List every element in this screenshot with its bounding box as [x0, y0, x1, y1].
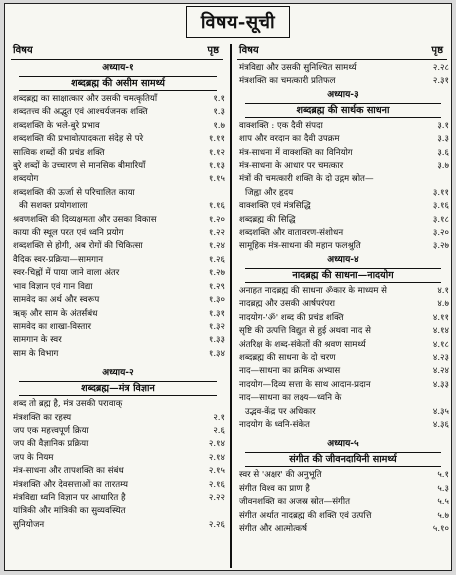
chapter-1-list — [11, 93, 225, 361]
toc-entry-page: २.१५ — [208, 466, 225, 477]
toc-entry-title: शब्दशक्ति से होगी, अब रोगों की चिकित्सा — [13, 241, 143, 252]
toc-entry-page: १.११ — [208, 134, 225, 145]
toc-entry-title: सात्विक शब्दों की प्रचंड शक्ति — [13, 147, 105, 158]
chapter-3-list — [237, 120, 449, 254]
toc-entry-title: मंत्रविद्या और उसकी सुनिश्चित सामर्थ्य — [239, 63, 357, 73]
toc-entry — [237, 160, 449, 173]
toc-entry-title: संगीत अर्थात नादब्रह्म की शक्ति एवं उत्पत्ति — [239, 510, 372, 521]
toc-entry-title: शब्दब्रह्म की साधना के दो चरण — [239, 352, 336, 363]
toc-entry — [237, 285, 449, 298]
toc-entry-page: २.२८ — [432, 63, 449, 73]
chapter-label: अध्याय-५ — [327, 439, 359, 450]
toc-entry-page: १.३४ — [208, 348, 225, 359]
toc-entry — [237, 187, 449, 200]
toc-entry-title: नाद—साधना का लक्ष्य—ध्वनि के — [239, 393, 342, 404]
toc-entry-page: ४.१४ — [432, 326, 449, 337]
toc-entry-title: स्वर से 'अक्षर' की अनुभूति — [239, 470, 322, 481]
toc-entry-title: काया की स्थूल परत एवं ध्वनि प्रयोग — [13, 228, 124, 239]
toc-entry — [237, 120, 449, 133]
toc-entry-title: शब्दब्रह्म का साक्षात्कार और उसकी चमत्कृतियाँ — [13, 94, 158, 104]
toc-entry — [11, 308, 225, 321]
toc-entry — [237, 200, 449, 213]
toc-entry — [237, 62, 449, 75]
page-title: विषय-सूची — [186, 6, 290, 38]
toc-entry-title: जप के नियम — [13, 452, 54, 463]
toc-entry — [237, 510, 449, 523]
toc-entry-page: ४.२४ — [432, 366, 449, 377]
toc-entry-title: जप एक महत्त्वपूर्ण क्रिया — [13, 425, 89, 436]
column-divider — [230, 44, 232, 568]
toc-entry — [11, 505, 225, 518]
toc-entry — [11, 492, 225, 505]
chapter-label: अध्याय-३ — [327, 89, 359, 100]
toc-entry — [237, 147, 449, 160]
toc-entry-title: सुनियोजन — [13, 519, 45, 530]
toc-entry-page: ३.११ — [432, 187, 449, 198]
toc-entry-page: २.३१ — [432, 76, 449, 87]
toc-entry-page: ३.६ — [437, 147, 449, 158]
toc-entry-title: मंत्रविद्या ध्वनि विज्ञान पर आधारित है — [13, 492, 126, 503]
toc-entry — [237, 352, 449, 365]
toc-entry-page: १.२२ — [208, 228, 225, 239]
toc-entry — [237, 298, 449, 311]
toc-entry — [237, 419, 449, 432]
toc-entry-page: १.३२ — [208, 321, 225, 332]
toc-entry-page: ५.१ — [437, 470, 449, 481]
left-column — [11, 44, 225, 532]
toc-entry-page: ४.३३ — [432, 379, 449, 390]
toc-entry — [11, 479, 225, 492]
toc-entry-title: बुरे शब्दों के उच्चारण से मानसिक बीमारियाँ — [13, 161, 146, 172]
toc-entry-title: अनाहत नादब्रह्म की साधना ॐकार के माध्यम से — [239, 285, 387, 296]
toc-entry — [11, 281, 225, 294]
toc-entry-title: नादयोग—दिव्य सत्ता के साथ आदान-प्रदान — [239, 379, 371, 390]
toc-entry-page: १.३१ — [208, 308, 225, 319]
toc-entry-title: यांत्रिकी और मांत्रिकी का सुव्यवस्थित — [13, 506, 126, 517]
toc-entry-page: १.१ — [213, 94, 225, 104]
toc-entry-title: उद्भव-केंद्र पर अधिकार — [245, 406, 316, 417]
toc-entry-page: १.१६ — [208, 201, 225, 212]
toc-entry-page: २.१४ — [208, 452, 225, 463]
toc-entry — [11, 200, 225, 213]
toc-entry-title: श्रवणशक्ति की दिव्यक्षमता और उसका विकास — [13, 214, 157, 225]
toc-entry-title: शब्द तो ब्रह्म है, मंत्र उसकी परावाक् — [13, 399, 123, 410]
toc-entry-title: वैदिक स्वर-प्रक्रिया—सामगान — [13, 254, 103, 265]
toc-entry — [11, 398, 225, 411]
toc-entry-title: संगीत विश्व का प्राण है — [239, 483, 310, 494]
toc-entry-page: १.२६ — [208, 254, 225, 265]
toc-entry — [11, 147, 225, 160]
toc-entry-page: २.१६ — [208, 479, 225, 490]
page-heading: पृष्ठ — [207, 45, 219, 56]
right-column — [237, 44, 449, 536]
toc-entry-title: मंत्रशक्ति का चमत्कारी प्रतिफल — [239, 76, 336, 87]
toc-entry-page: २.२२ — [208, 492, 225, 503]
toc-entry-page: ४.३५ — [432, 406, 449, 417]
toc-entry-title: शाप और वरदान का दैवी उपक्रम — [239, 134, 340, 145]
toc-entry-title: अंतरिक्ष के शब्द-संकेतों की श्रवण सामर्थ्य — [239, 339, 366, 350]
toc-entry-title: शब्दयोग — [13, 174, 39, 185]
toc-entry-title: वाक्शक्ति : एक दैवी संपदा — [239, 120, 323, 131]
toc-entry-title: शब्दशक्ति के भले-बुरे प्रभाव — [13, 120, 100, 131]
toc-entry-title: शब्दशक्ति की ऊर्जा से परिचालित काया — [13, 187, 135, 198]
toc-entry-page: २.६ — [213, 425, 225, 436]
toc-entry — [11, 240, 225, 253]
chapter-title: शब्दब्रह्म—मंत्र विज्ञान — [19, 382, 217, 396]
toc-entry-page: १.३० — [208, 295, 225, 306]
toc-entry-title: मंत्रों की चमत्कारी शक्ति के दो उद्गम स्रोत— — [239, 174, 374, 185]
toc-entry — [11, 120, 225, 133]
toc-entry-title: ऋक् और साम के अंतर्संबंध — [13, 308, 98, 319]
toc-entry-page: २.१४ — [208, 439, 225, 450]
toc-entry-title: शब्दशक्ति की प्रभावोत्पादकता संदेह से परे — [13, 134, 144, 145]
toc-entry-title: सामवेद का शाखा-विस्तार — [13, 321, 92, 332]
header-rule — [237, 59, 447, 60]
toc-entry-page: १.१५ — [208, 174, 225, 185]
toc-entry — [11, 173, 225, 186]
chapter-title: शब्दब्रह्म की सार्थक साधना — [245, 104, 441, 118]
toc-entry-title: स्वर-चिह्नों में पाया जाने वाला अंतर — [13, 268, 120, 279]
toc-entry-page: ४.१ — [437, 285, 449, 296]
toc-entry-page: ५.३ — [437, 483, 449, 494]
toc-entry — [11, 412, 225, 425]
toc-entry — [11, 425, 225, 438]
toc-entry — [237, 214, 449, 227]
toc-entry-page: ४.३६ — [432, 419, 449, 430]
chapter-label: अध्याय-२ — [102, 368, 134, 379]
toc-entry — [237, 227, 449, 240]
toc-entry — [237, 133, 449, 146]
toc-entry — [11, 334, 225, 347]
toc-entry-page: १.२४ — [208, 241, 225, 252]
toc-entry-page: १.३ — [213, 107, 225, 118]
subject-heading: विषय — [239, 45, 259, 56]
toc-entry-title: सामूहिक मंत्र-साधना की महान फलश्रुति — [239, 241, 361, 252]
toc-entry — [11, 106, 225, 119]
toc-entry-title: वाक्शक्ति एवं मंत्रसिद्धि — [239, 201, 311, 212]
toc-entry — [237, 325, 449, 338]
toc-entry — [11, 465, 225, 478]
chapter-5-list — [237, 469, 449, 536]
toc-entry-title: सामवेद का अर्थ और स्वरूप — [13, 295, 100, 306]
toc-entry-title: मंत्रशक्ति और देवसत्ताओं का तारतम्य — [13, 479, 128, 490]
document-page — [4, 3, 452, 571]
toc-entry-page: ३.१ — [437, 120, 449, 131]
toc-entry-page: १.२० — [208, 214, 225, 225]
toc-entry-page: १.१२ — [208, 147, 225, 158]
toc-entry-page: ४.७ — [437, 299, 449, 310]
toc-entry-title: जीवनशक्ति का अजस्र स्रोत—संगीत — [239, 497, 350, 508]
toc-entry — [11, 254, 225, 267]
toc-entry-title: मंत्रशक्ति का रहस्य — [13, 412, 72, 423]
toc-entry-page: ४.११ — [432, 312, 449, 323]
toc-entry-title: नादयोग-'ॐ' शब्द की प्रचंड शक्ति — [239, 312, 344, 323]
toc-entry-title: शब्दब्रह्म की सिद्धि — [239, 214, 296, 225]
toc-entry — [11, 214, 225, 227]
toc-entry-page: ५.७ — [437, 510, 449, 521]
toc-entry-page: ४.२३ — [432, 352, 449, 363]
toc-entry — [237, 240, 449, 253]
toc-entry-page: ३.७ — [437, 161, 449, 172]
subject-heading: विषय — [13, 45, 33, 56]
toc-entry-title: जिह्वा और हृदय — [245, 187, 294, 198]
toc-entry-page: ३.१८ — [432, 214, 449, 225]
toc-entry-page: १.७ — [213, 120, 225, 131]
toc-entry-page: १.२७ — [208, 268, 225, 279]
toc-entry — [237, 379, 449, 392]
chapter-title: शब्दब्रह्म की असीम सामर्थ्य — [19, 77, 217, 91]
toc-entry — [11, 187, 225, 200]
toc-entry-title: शब्दशक्ति और वातावरण-संशोधन — [239, 228, 344, 239]
toc-entry-page: २.२६ — [208, 519, 225, 530]
toc-entry — [237, 75, 449, 88]
toc-entry — [237, 483, 449, 496]
toc-entry — [237, 406, 449, 419]
toc-entry-title: शब्दतत्त्व की अद्भुत एवं आश्चर्यजनक शक्ति — [13, 107, 148, 118]
toc-entry — [237, 339, 449, 352]
toc-entry-page: २.१ — [213, 412, 225, 423]
left-header — [11, 44, 225, 58]
toc-entry-title: नादयोग के ध्वनि-संकेत — [239, 419, 310, 430]
chapter-2-list — [11, 398, 225, 532]
right-header — [237, 44, 449, 58]
toc-entry — [11, 227, 225, 240]
toc-entry-title: मंत्र-साधना में वाक्शक्ति का विनियोग — [239, 147, 353, 158]
toc-entry-title: भाव विज्ञान एवं गान विद्या — [13, 281, 93, 292]
toc-entry-page: १.३३ — [208, 335, 225, 346]
toc-entry-title: जप की वैज्ञानिक प्रक्रिया — [13, 439, 89, 450]
toc-entry — [11, 294, 225, 307]
chapter-title: संगीत की जीवनदायिनी सामर्थ्य — [245, 453, 441, 467]
toc-entry — [237, 392, 449, 405]
toc-entry — [237, 365, 449, 378]
toc-entry-title: नाद—साधना का क्रमिक अभ्यास — [239, 366, 341, 377]
toc-entry-page: ५.५ — [437, 497, 449, 508]
toc-entry — [11, 160, 225, 173]
toc-entry — [237, 173, 449, 186]
toc-entry-title: की सशक्त प्रयोगशाला — [19, 201, 88, 212]
toc-entry-title: सृष्टि की उत्पत्ति विद्युत से हुई अथवा नाद से — [239, 326, 371, 337]
toc-entry — [11, 452, 225, 465]
toc-entry-page: ५.१० — [432, 523, 449, 534]
toc-entry-page: १.२९ — [208, 281, 225, 292]
chapter-title: नादब्रह्म की साधना—नादयोग — [245, 269, 441, 283]
toc-entry — [237, 469, 449, 482]
toc-entry — [11, 267, 225, 280]
toc-entry — [237, 523, 449, 536]
toc-entry-title: सामगान के स्वर — [13, 335, 62, 346]
toc-entry — [237, 312, 449, 325]
toc-entry-title: नादब्रह्म और उसकी आर्षपरंपरा — [239, 299, 335, 310]
toc-entry-page: १.१३ — [208, 161, 225, 172]
toc-entry-title: संगीत और आत्मोत्कर्ष — [239, 523, 307, 534]
toc-entry — [11, 348, 225, 361]
toc-entry — [11, 438, 225, 451]
toc-entry — [11, 321, 225, 334]
toc-entry-page: ३.३ — [437, 134, 449, 145]
toc-entry — [11, 93, 225, 106]
header-rule — [11, 59, 223, 60]
chapter-4-list — [237, 285, 449, 432]
toc-entry — [11, 133, 225, 146]
toc-entry-page: ३.२० — [432, 228, 449, 239]
page-heading: पृष्ठ — [431, 45, 443, 56]
toc-entry-page: ४.१८ — [432, 339, 449, 350]
toc-entry-page: ३.१६ — [432, 201, 449, 212]
continued-list — [237, 62, 449, 89]
toc-entry-title: मंत्र-साधना के आधार पर चमत्कार — [239, 161, 344, 172]
toc-entry-title: मंत्र-साधना और तापशक्ति का संबंध — [13, 466, 124, 477]
toc-entry — [11, 519, 225, 532]
toc-entry-page: ३.२७ — [432, 241, 449, 252]
chapter-label: अध्याय-४ — [327, 254, 359, 265]
toc-entry-title: साम के विभाग — [13, 348, 59, 359]
toc-entry — [237, 496, 449, 509]
chapter-label: अध्याय-१ — [102, 63, 134, 73]
